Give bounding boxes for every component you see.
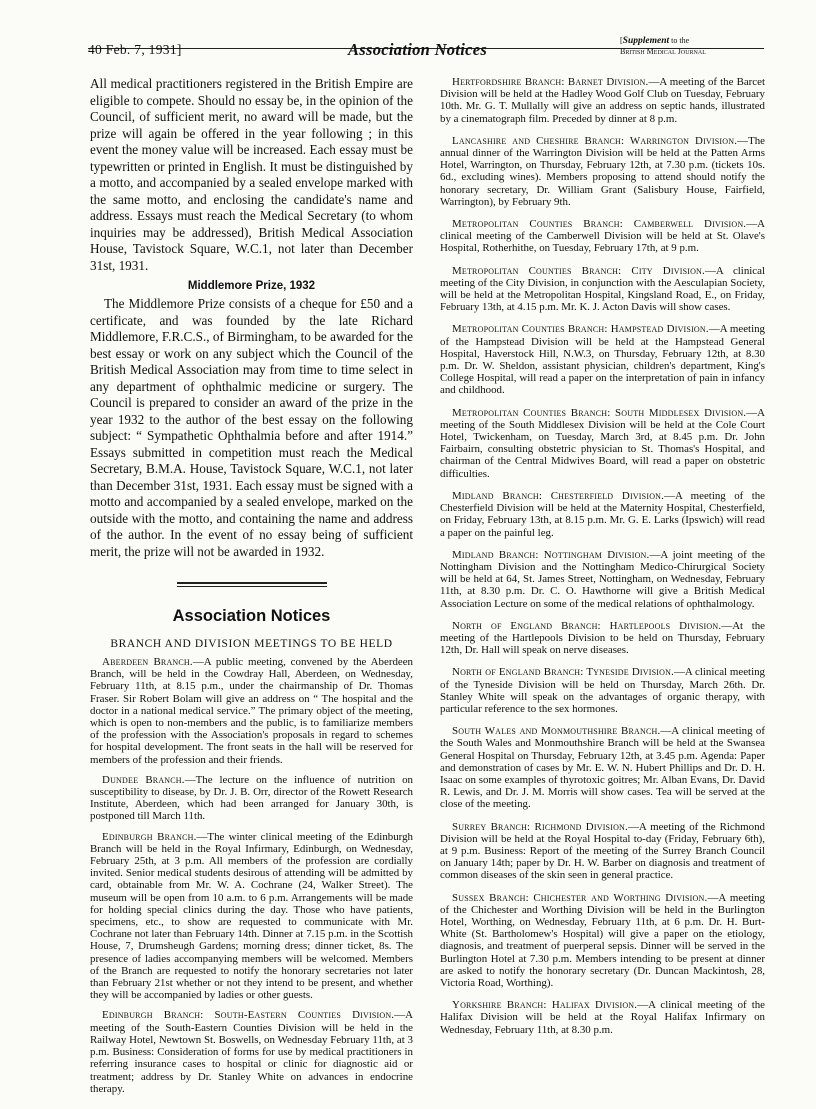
- bracket: [: [620, 36, 623, 45]
- running-title: Association Notices: [348, 40, 488, 59]
- notice: [440, 892, 765, 990]
- notice: [90, 656, 413, 766]
- notice-branch: Sussex Branch: Chichester and Worthing Division.: [452, 891, 708, 904]
- supplement-to: to the: [669, 36, 690, 45]
- middlemore-paragraph: The Middlemore Prize consists of a cheque for £50 and a certificate, and was founded by the late Richard Middlemore, F.R.C.S., of Birmingham, to be awarded for the best essay or work on any subject which the Council of the British Medical Association may from time to time select in any department of ophthalmic medicine or surgery. The Council is prepared to consider an award of the prize in the year 1932 to the author of the best essay on the following subject: “ Sympathetic Ophthalmia before and after 1914.” Essays submitted in competition must reach the Medical Secretary, B.M.A. House, Tavistock Square, W.C.1, not later than December 31st, 1931. Each essay must be signed with a motto and accompanied by a sealed envelope, marked on the outside with the motto, and containing the name and address of the author. In the event of no essay being of sufficient merit, the prize will not be awarded in 1932.: [90, 296, 413, 559]
- notice-text: —The winter clinical meeting of the Edinburgh Branch will be held in the Royal Infirmary, Edinburgh, on Wednesday, February 25th, at 3 p.m. All members of the profession are cordially invited. Senior medical students desirous of attending will be admitted by card, obtainable from Mr. W. A. Cochrane (24, Walker Street). The museum will be open from 10 a.m. to 6 p.m. Arrangements will be made for holding special clinics during the day. Those who have patients, specimens, etc., to show are requested to communicate with Mr. Cochrane not later than February 14th. Dinner at 7.15 p.m. in the Scottish House, 7, Drumsheugh Gardens; morning dress; dinner ticket, 8s. The presence of ladies accompanying members will be welcomed. Members of the Branch are requested to notify the honorary secretaries not later than February 21st whether or not they intend to be present, and whether they will be accompanied by ladies or other guests.: [90, 830, 413, 1002]
- notice-text: —A meeting of the South Middlesex Division will be held at the Cole Court Hotel, Twickenham, on Tuesday, March 3rd, at 8.45 p.m. Dr. John Fairbairn, consulting obstetric physician to St. Thomas's Hospital, and chairman of the Central Midwives Board, will read a paper on obstetric difficulties.: [440, 406, 765, 480]
- notice-branch: Metropolitan Counties Branch: Camberwell Division.: [452, 218, 747, 231]
- notice-branch: Hertfordshire Branch: Barnet Division.: [452, 76, 649, 88]
- notice-branch: North of England Branch: Hartlepools Division.: [452, 619, 722, 632]
- notice-branch: Edinburgh Branch.: [102, 830, 197, 843]
- notice: [440, 490, 765, 539]
- page-number-date: 40 Feb. 7, 1931]: [88, 42, 182, 57]
- notice: [440, 407, 765, 480]
- notice: [90, 831, 413, 1002]
- supplement-word: Supplement: [622, 36, 670, 46]
- notice-branch: Lancashire and Cheshire Branch: Warrington Division.: [452, 134, 738, 147]
- notice: [440, 666, 765, 715]
- notice-branch: Aberdeen Branch.: [102, 656, 193, 668]
- notice-branch: Yorkshire Branch: Halifax Division.: [452, 999, 638, 1012]
- supplement-label: [620, 36, 770, 56]
- notice-text: —The lecture on the influence of nutrition on susceptibility to disease, by Dr. J. B. Orr, director of the Rowett Research Institute, Aberdeen, which had been arranged for January 30th, is postponed till March 11th.: [90, 773, 413, 823]
- journal-name: British Medical Journal: [620, 46, 706, 56]
- notice-text: —A clinical meeting of the Tyneside Division will be held on Thursday, March 26th. Dr. Stanley White will speak on the advantages of organic therapy, with particular reference to the sex hormones.: [440, 666, 766, 715]
- notice-branch: Dundee Branch.: [102, 773, 185, 786]
- notice-text: —At the meeting of the Hartlepools Division to be held on Thursday, February 12th, Dr. Hall will speak on nerve diseases.: [440, 619, 766, 657]
- right-column: [440, 76, 765, 1046]
- notice-text: —A joint meeting of the Nottingham Division and the Nottingham Medico-Chirurgical Society will be held at 64, St. James Street, Nottingham, on Wednesday, February 11th, at 8.30 p.m. Dr. C. O. Hawthorne will give a British Medical Association Lecture on some of the medical relations of ophthalmology.: [440, 548, 765, 610]
- notice-text: —A clinical meeting of the Camberwell Division will be held at St. Olave's Hospital, Rotherhithe, on Tuesday, February 17th, at 9 p.m.: [440, 218, 765, 255]
- notice: [440, 76, 765, 125]
- notice-text: —A public meeting, convened by the Aberdeen Branch, will be held in the Cowdray Hall, Aberdeen, on Wednesday, February 11th, at 8.15 p.m., under the chairmanship of Dr. Thomas Fraser. Sir Robert Bolam will give an address on “ The hospital and the doctor in a national medical service.” The primary object of the meeting, which is open to non-members and the public, is to familiarize members of the profession with the Association's proposals in regard to schemes for hospital development. The front seats in the hall will be reserved for members of the profession and their friends.: [90, 656, 414, 766]
- notice-branch: Midland Branch: Nottingham Division.: [452, 548, 650, 561]
- notice: [440, 999, 765, 1036]
- section-divider: [177, 582, 327, 587]
- notice-branch: Metropolitan Counties Branch: Hampstead Division.: [452, 323, 709, 336]
- notice: [90, 1009, 413, 1094]
- notice: [440, 218, 765, 255]
- notice-branch: Midland Branch: Chesterfield Division.: [452, 489, 665, 502]
- notice-branch: Edinburgh Branch: South-Eastern Counties Division.: [102, 1009, 395, 1022]
- notice-branch: Metropolitan Counties Branch: City Division.: [452, 264, 705, 277]
- notice: [440, 323, 765, 396]
- notice: [440, 725, 765, 810]
- notice-text: —A meeting of the Barcet Division will be held at the Hadley Wood Golf Club on Tuesday, February 10th. Mr. G. T. Mullally will give an address on septic hands, illustrated by a cinematograph film. Preceded by dinner at 8 p.m.: [440, 76, 765, 125]
- notice-text: —A clinical meeting of the South Wales and Monmouthshire Branch will be held at the Swansea General Hospital on Thursday, February 12th, at 3.45 p.m. Agenda: Paper and demonstration of cases by Mr. E. W. N. Hubert Phillips and Dr. D. H. Isaac on some examples of thyrotoxic goitres; Mr. Alban Evans, Dr. David R. Lewis, and Dr. J. M. Morris will show cases. Tea will be served at the close of the meeting.: [440, 725, 765, 811]
- notice-branch: South Wales and Monmouthshire Branch.: [452, 725, 661, 738]
- page-header: [88, 14, 764, 59]
- notice-text: —A clinical meeting of the City Division, in conjunction with the Aesculapian Society, will be held at the Metropolitan Hospital, Kingsland Road, E., on Friday, February 13th, at 4.15 p.m. Mr. K. J. Acton Davis will show cases.: [440, 264, 765, 314]
- notice-branch: Metropolitan Counties Branch: South Middlesex Division.: [452, 406, 747, 419]
- notice: [440, 549, 765, 610]
- notice: [440, 135, 765, 208]
- notice: [440, 620, 765, 657]
- notice-branch: Surrey Branch: Richmond Division.: [452, 820, 628, 833]
- notice-branch: North of England Branch: Tyneside Division.: [452, 666, 675, 679]
- essay-paragraph: All medical practitioners registered in the British Empire are eligible to compete. Should no essay be, in the opinion of the Council, of sufficient merit, no award will be made, but the prize will again be offered in the year following ; in this event the money value will be increased. Each essay must be typewritten or printed in English. It must be distinguished by a motto, and accompanied by a sealed envelope marked with the same motto, and enclosing the candidate's name and address. Essays must reach the Medical Secretary (to whom inquiries may be addressed), British Medical Association House, Tavistock Square, W.C.1, not later than December 31st, 1931.: [90, 76, 413, 273]
- association-notices-heading: Association Notices: [172, 607, 331, 625]
- left-notices: [90, 656, 413, 1095]
- notice: [440, 821, 765, 882]
- notice-text: —A meeting of the South-Eastern Counties Division will be held in the Railway Hotel, Newtown St. Boswells, on Wednesday February 11th, at 3 p.m. Business: Consideration of forms for use by medical practitioners in referring insurance cases to hospital or clinic for diagnostic aid or treatment; address by Dr. Stanley White on advances in endocrine therapy.: [90, 1009, 413, 1095]
- notice-text: —A meeting of the Richmond Division will be held at the Royal Hospital to-day (Friday, February 6th), at 9 p.m. Business: Report of the meeting of the Surrey Branch Council on January 14th; paper by Dr. H. W. Barber on diagnosis and treatment of common diseases of the skin seen in general practice.: [440, 820, 765, 882]
- notice: [440, 265, 765, 314]
- middlemore-heading: Middlemore Prize, 1932: [187, 280, 316, 292]
- notice-text: —The annual dinner of the Warrington Division will be held at the Patten Arms Hotel, Warrington, on Thursday, February 12th, at 7.30 p.m. (tickets 10s. 6d., excluding wines). Members proposing to attend should notify the honorary secretary, Dr. William Grant (Salisbury House, Fairfield, Warrington), by February 9th.: [440, 134, 765, 208]
- notice-text: —A meeting of the Chichester and Worthing Division will be held in the Burlington Hotel, Worthing, on Wednesday, February 11th, at 6 p.m. Dr. H. Burt-White (St. Bartholomew's Hospital) will give a paper on the etiology, diagnosis, and treatment of puerperal sepsis. Dinner will be served in the Burlington Hotel at 7.30 p.m. Members intending to be present at dinner are asked to notify the honorary secretary (Dr. Duncan Mackintosh, 28, Victoria Road, Worthing).: [440, 891, 765, 989]
- meetings-heading: BRANCH AND DIVISION MEETINGS TO BE HELD: [110, 638, 393, 650]
- notice: [90, 774, 413, 823]
- notice-text: —A meeting of the Chesterfield Division will be held at the Maternity Hospital, Chesterfield, on Friday, February 13th, at 8.15 p.m. Mr. G. E. Larks (Ipswich) will read a paper on the painful leg.: [440, 489, 766, 539]
- notice-text: —A meeting of the Hampstead Division will be held at the Hampstead General Hospital, Haverstock Hill, N.W.3, on Thursday, February 12th, at 8.30 p.m. Dr. W. Sheldon, assistant physician, children's department, King's College Hospital, will read a paper on the interpretation of pain in infancy and childhood.: [440, 323, 765, 397]
- notice-text: —A clinical meeting of the Halifax Division will be held at the Royal Halifax Infirmary on Wednesday, February 11th, at 8.30 p.m.: [440, 999, 765, 1036]
- left-column: [90, 76, 413, 1103]
